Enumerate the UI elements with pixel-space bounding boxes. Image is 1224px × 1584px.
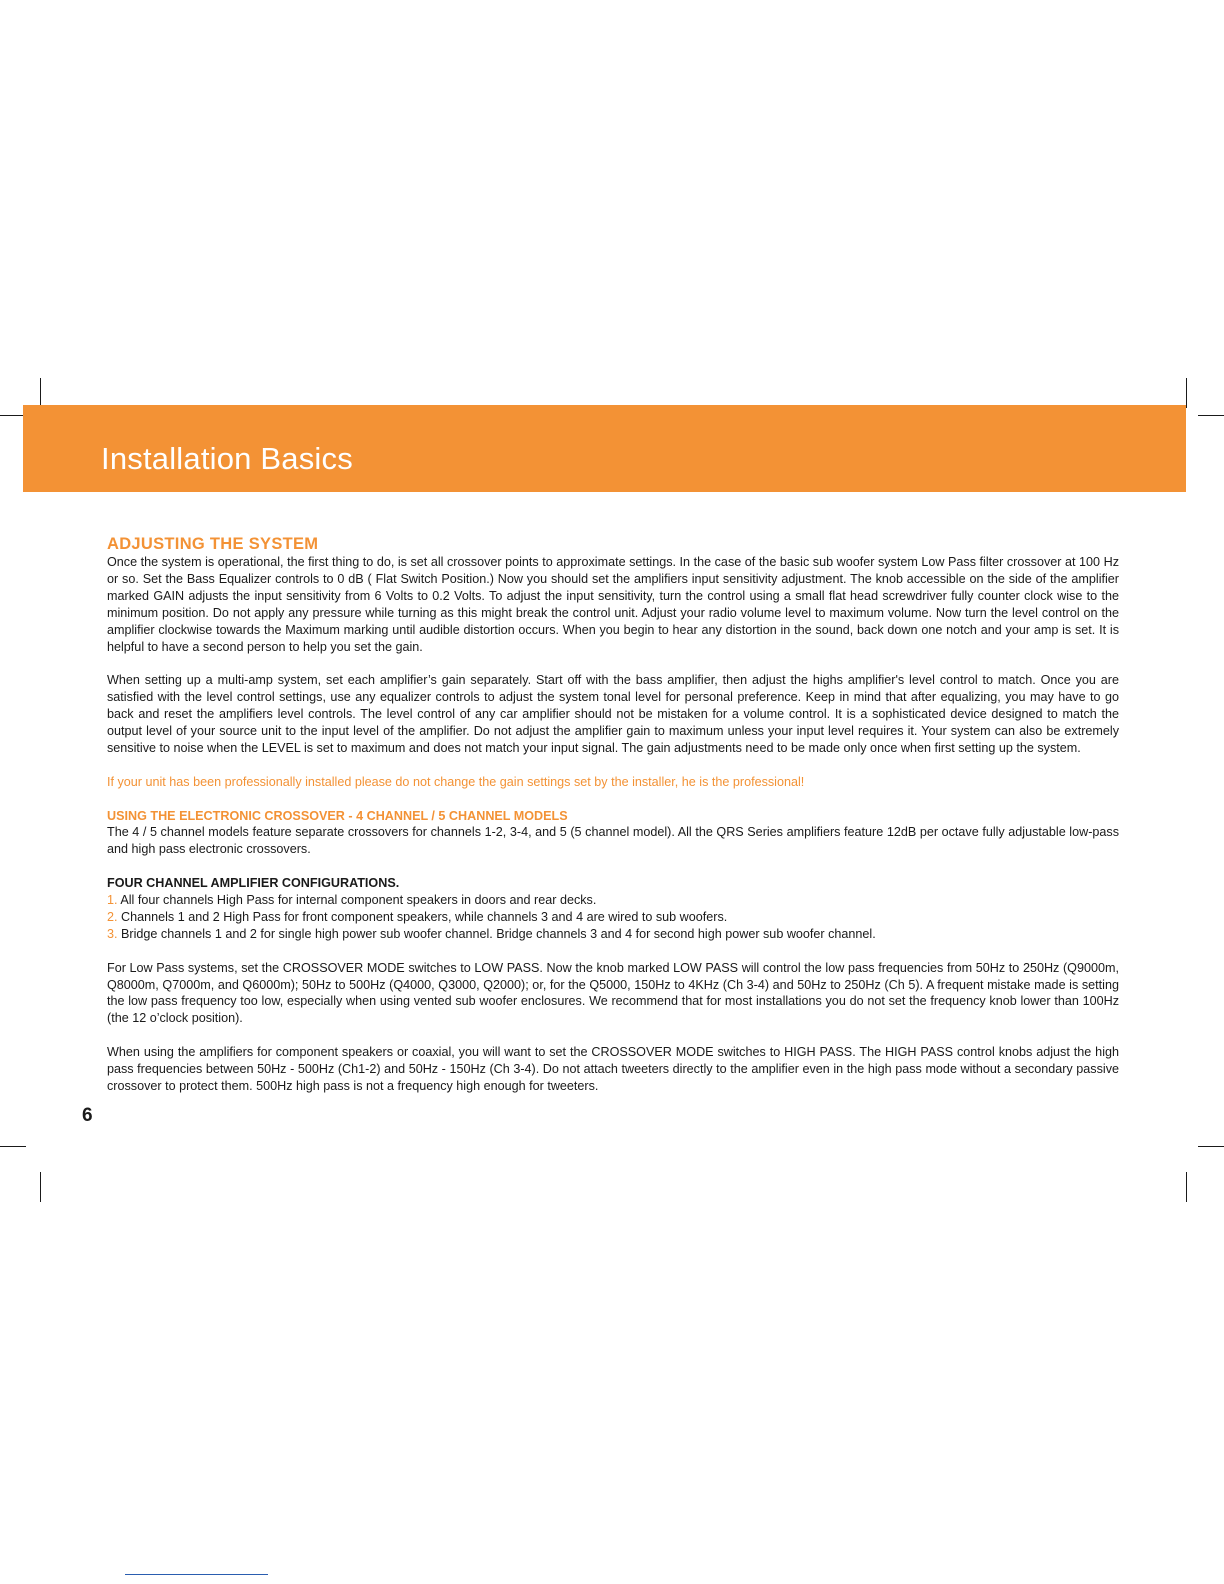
page-number: 6 (82, 1105, 93, 1126)
professional-install-note: If your unit has been professionally installed please do not change the gain settings set by the installer, he is the professional! (107, 774, 805, 789)
list-text: All four channels High Pass for internal component speakers in doors and rear decks. (120, 893, 597, 908)
section-heading-crossover: USING THE ELECTRONIC CROSSOVER - 4 CHANNEL / 5 CHANNEL MODELS (107, 808, 568, 823)
paragraph-high-pass: When using the amplifiers for component speakers or coaxial, you will want to set the CROSSOVER MODE switches to HIGH PASS. The HIGH PASS control knobs adjust the high pass frequencies between 50Hz - 500Hz (Ch1-2) and 50Hz - 150Hz (Ch 3-4). Do not attach tweeters directly to the amplifier even in the high pass mode without a secondary passive crossover to protect them. 500Hz high pass is not a frequency high enough for tweeters. (107, 1045, 1119, 1093)
crop-mark-bottom-right-h (1198, 1146, 1224, 1147)
page-title: Installation Basics (101, 441, 353, 476)
crop-mark-top-right-h (1198, 415, 1224, 416)
paragraph-low-pass: For Low Pass systems, set the CROSSOVER MODE switches to LOW PASS. Now the knob marked LOW PASS will control the low pass frequencies from 50Hz to 250Hz (Q9000m, Q8000m, Q7000m, and Q6000m); 50Hz to 500Hz (Q4000, Q3000, Q2000); or, for the Q5000, 150Hz to 4KHz (Ch 3-4) and 50Hz to 250Hz (Ch 5). A frequent mistake made is setting the low pass frequency too low, especially when using vented sub woofer enclosures. We recommend that for most installations you do not set the frequency knob lower than 100Hz (the 12 o’clock position). (107, 960, 1119, 1026)
list-item (107, 909, 1119, 926)
list-item (107, 892, 1119, 909)
paragraph-adjusting-2: When setting up a multi-amp system, set each amplifier’s gain separately. Start off with the bass amplifier, then adjust the highs amplifier's level control to match. Once you are satisfied with the level control settings, use any equalizer controls to adjust the system tonal level for personal preference. Keep in mind that after equalizing, you may have to go back and reset the amplifiers level controls. The level control of any car amplifier should not be mistaken for a volume control. It is a sophisticated device designed to match the output level of your source unit to the input level of the amplifier. Do not adjust the amplifier gain to maximum unless your input level requires it. Your system can also be extremely sensitive to noise when the LEVEL is set to maximum and does not match your input signal. The gain adjustments need to be made only once when first setting up the system. (107, 673, 1119, 755)
list-text: Bridge channels 1 and 2 for single high power sub woofer channel. Bridge channels 3 and 4 for second high power sub woofer channel. (121, 926, 876, 941)
crop-mark-bottom-left-h (0, 1146, 26, 1147)
crop-mark-bottom-left (40, 1172, 41, 1202)
list-number: 1. (107, 893, 118, 908)
main-content (107, 534, 1119, 1095)
header-banner (23, 405, 1186, 492)
paragraph-adjusting-1: Once the system is operational, the first thing to do, is set all crossover points to approximate settings. In the case of the basic sub woofer system Low Pass filter crossover at 100 Hz or so. Set the Bass Equalizer controls to 0 dB ( Flat Switch Position.) Now you should set the amplifiers input sensitivity adjustment. The knob accessible on the side of the amplifier marked GAIN adjusts the input sensitivity from 6 Volts to 0.2 Volts. To adjust the input sensitivity, turn the control using a small flat head screwdriver fully counter clock wise to the minimum position. Do not apply any pressure while turning as this might break the control unit. Adjust your radio volume level to maximum volume. Now turn the level control on the amplifier clockwise towards the Maximum marking until audible distortion occurs. When you begin to hear any distortion in the sound, back down one notch and your amp is set. It is helpful to have a second person to help you set the gain. (107, 555, 1119, 654)
list-item (107, 926, 1119, 943)
list-number: 3. (107, 926, 118, 941)
list-text: Channels 1 and 2 High Pass for front component speakers, while channels 3 and 4 are wired to sub woofers. (121, 909, 728, 924)
crop-mark-bottom-right (1186, 1172, 1187, 1202)
footer-link-underline[interactable] (125, 1574, 268, 1575)
crop-mark-top-right (1186, 378, 1187, 408)
list-number: 2. (107, 909, 118, 924)
section-heading-four-channel: FOUR CHANNEL AMPLIFIER CONFIGURATIONS. (107, 876, 400, 891)
crop-mark-top-left (40, 378, 41, 408)
section-heading-adjusting: ADJUSTING THE SYSTEM (107, 535, 319, 553)
paragraph-crossover: The 4 / 5 channel models feature separate crossovers for channels 1-2, 3-4, and 5 (5 channel model). All the QRS Series amplifiers feature 12dB per octave fully adjustable low-pass and high pass electronic crossovers. (107, 825, 1119, 857)
